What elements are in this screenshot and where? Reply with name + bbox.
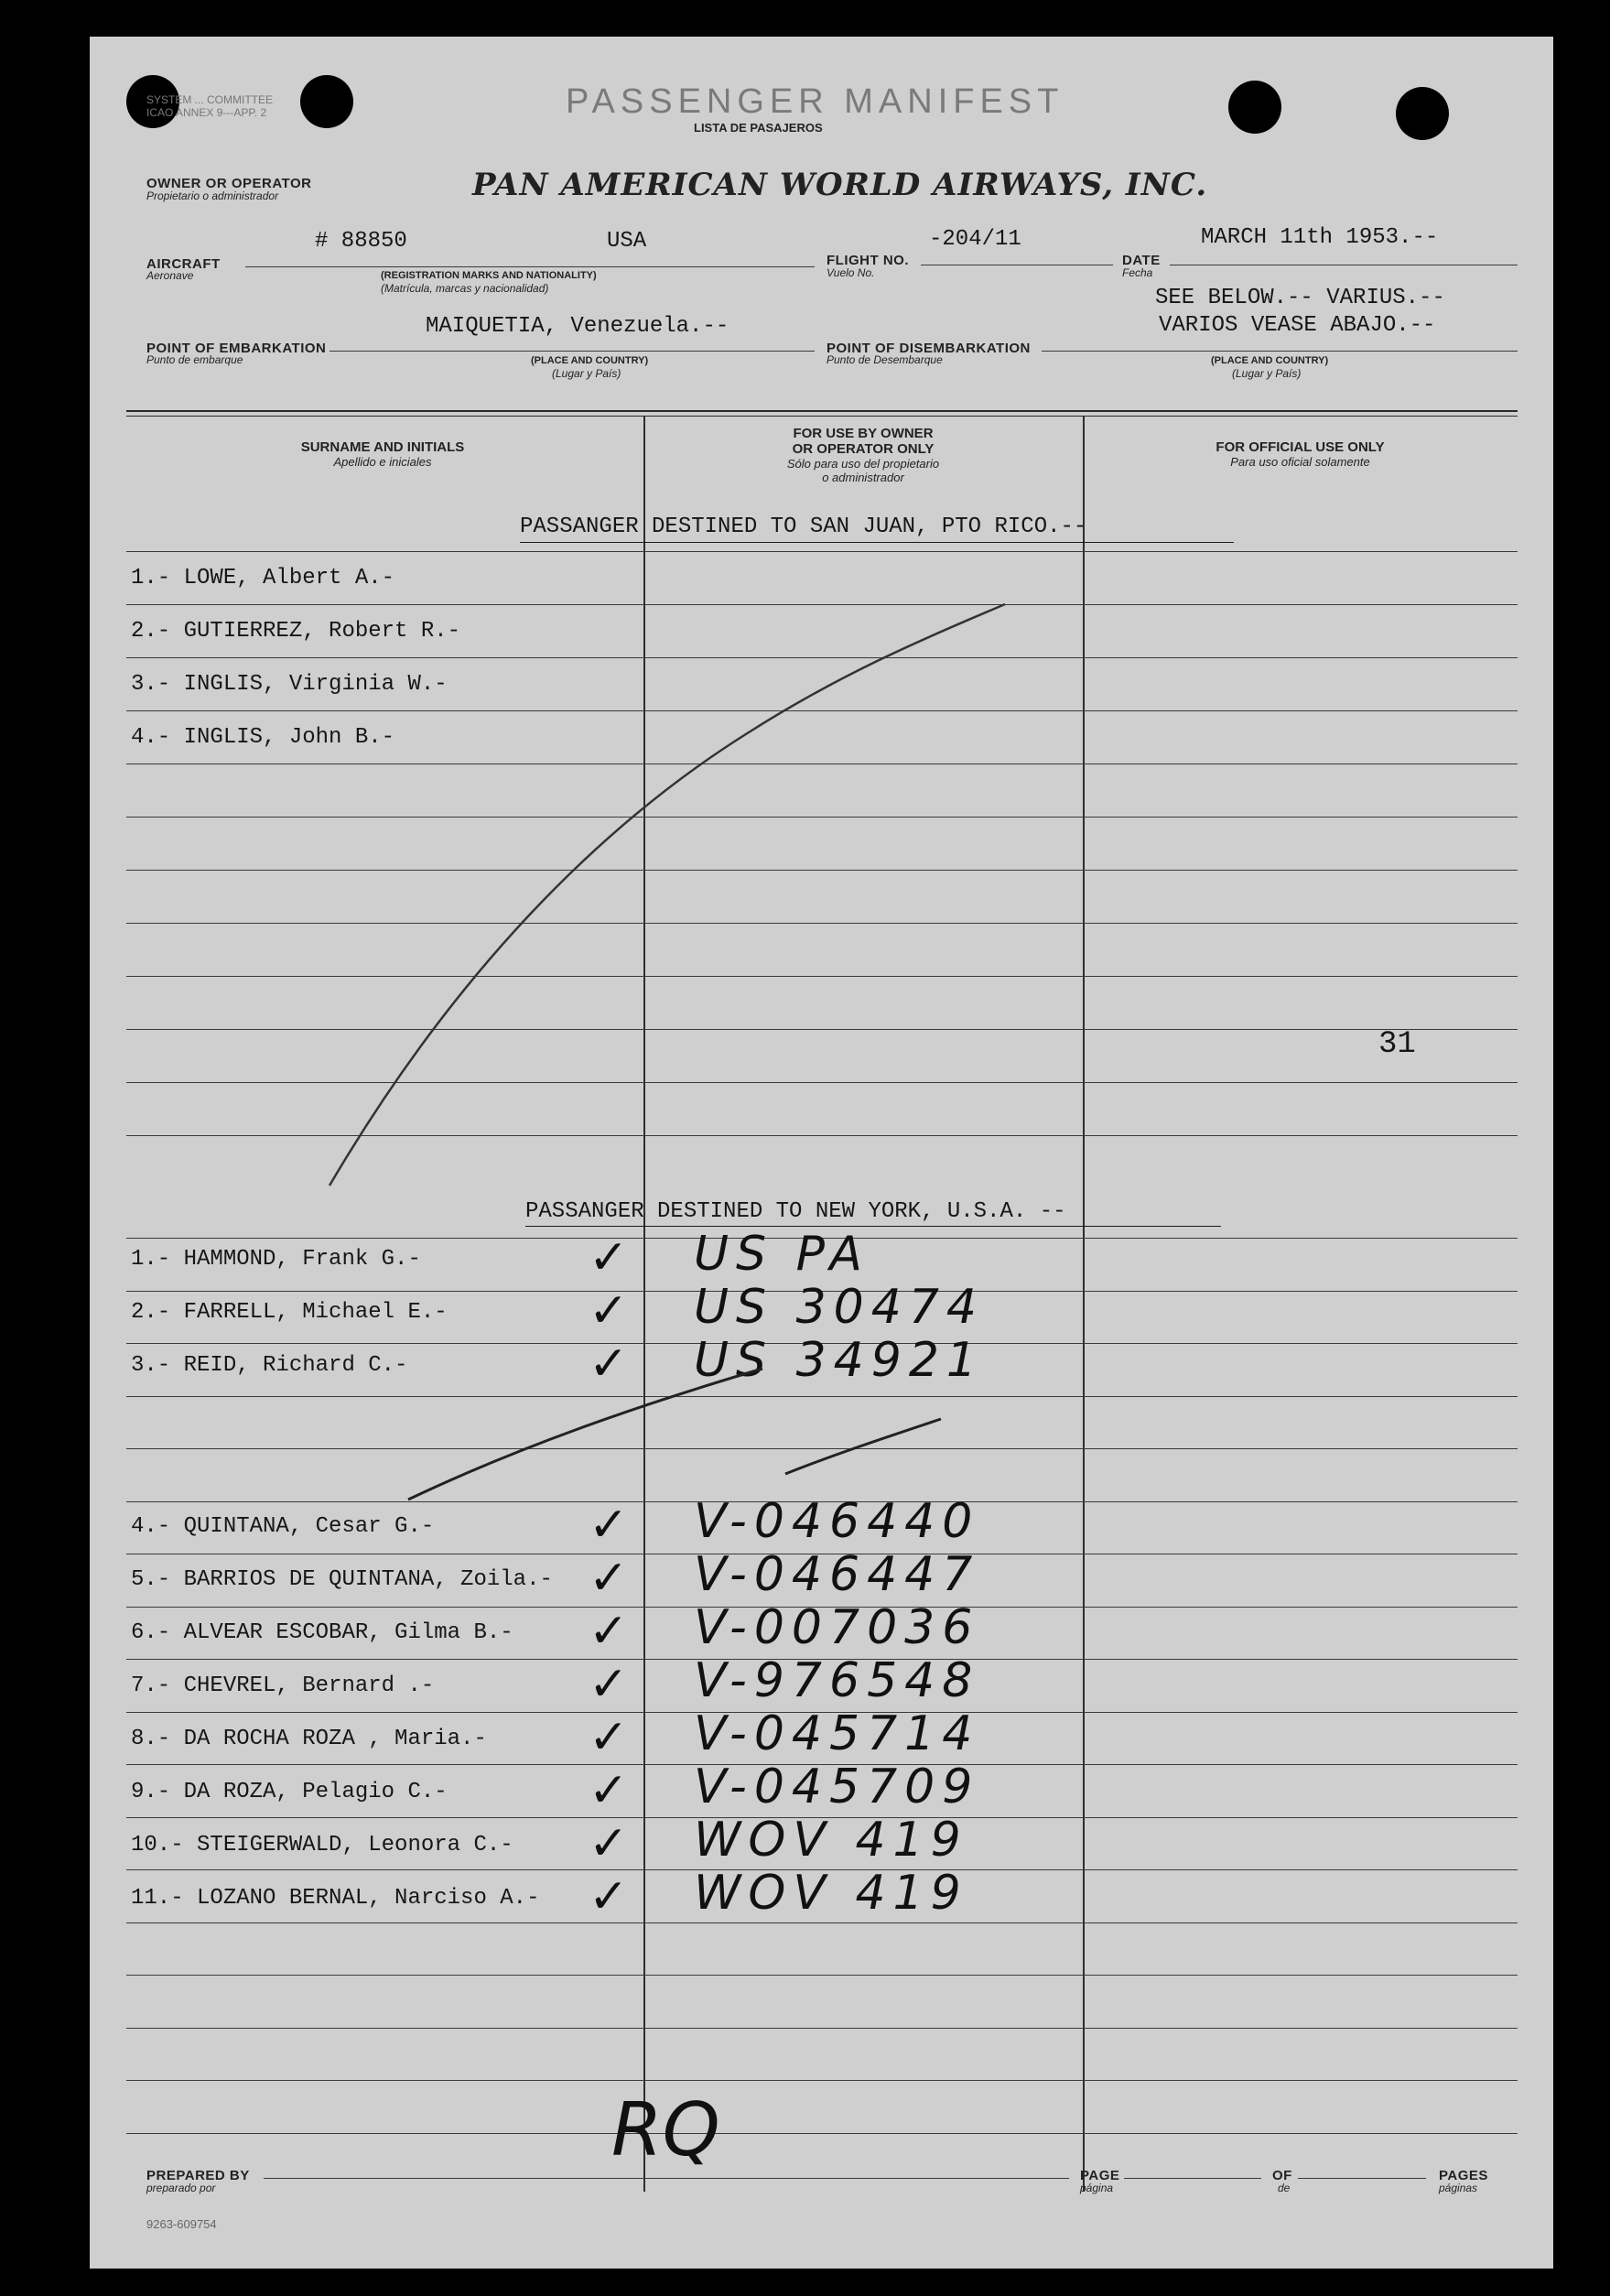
page-label: PAGE — [1080, 2168, 1120, 2183]
check-mark: ✓ — [589, 1816, 629, 1871]
flight-label: FLIGHT NO. — [827, 253, 909, 268]
passenger-row: 3.- REID, Richard C.- — [131, 1353, 408, 1378]
check-mark: ✓ — [589, 1283, 629, 1338]
passenger-row: 3.- INGLIS, Virginia W.- — [131, 672, 448, 697]
document-number-note: V-007036 — [694, 1600, 980, 1655]
owner-label-es: Propietario o administrador — [146, 190, 279, 202]
check-mark: ✓ — [589, 1551, 629, 1606]
passenger-row: 2.- FARRELL, Michael E.- — [131, 1300, 448, 1325]
place-caption-2: (PLACE AND COUNTRY) — [1211, 355, 1329, 366]
diagonal-strike — [330, 604, 1005, 1186]
passenger-row: 4.- QUINTANA, Cesar G.- — [131, 1514, 435, 1539]
check-mark: ✓ — [589, 1604, 629, 1659]
strike-through-marks — [90, 37, 1553, 2269]
passenger-row: 10.- STEIGERWALD, Leonora C.- — [131, 1833, 513, 1857]
corner-line: ICAO ANNEX 9---APP. 2 — [146, 106, 267, 119]
pages-label-es: páginas — [1439, 2182, 1478, 2194]
place-caption-es-2: (Lugar y País) — [1232, 367, 1302, 380]
col-head-owner-es1: Sólo para uso del propietario — [786, 457, 940, 471]
date-label: DATE — [1122, 253, 1161, 268]
form-number: 9263-609754 — [146, 2217, 217, 2231]
place-caption: (PLACE AND COUNTRY) — [531, 355, 649, 366]
passenger-row: 1.- HAMMOND, Frank G.- — [131, 1247, 421, 1272]
passenger-row: 11.- LOZANO BERNAL, Narciso A.- — [131, 1886, 540, 1911]
document-number-note: V-045714 — [694, 1706, 980, 1761]
disembarkation-label: POINT OF DISEMBARKATION — [827, 341, 1031, 356]
col-head-owner-es2: o administrador — [822, 471, 904, 484]
place-caption-es: (Lugar y País) — [552, 367, 621, 380]
document-number-note: V-976548 — [694, 1653, 980, 1708]
document-number-note: V-046447 — [694, 1547, 980, 1602]
document-number-note: US PA — [694, 1227, 870, 1282]
col-head-surname-es: Apellido e iniciales — [333, 455, 432, 469]
passenger-row: 7.- CHEVREL, Bernard .- — [131, 1673, 435, 1698]
document-number-note: US 34921 — [694, 1333, 985, 1388]
passenger-row: 6.- ALVEAR ESCOBAR, Gilma B.- — [131, 1620, 513, 1645]
diagonal-strike-3 — [785, 1419, 941, 1474]
document-number-note: WOV 419 — [694, 1813, 968, 1868]
preparer-initials: RQ — [611, 2087, 720, 2172]
aircraft-value: # 88850 — [315, 229, 407, 254]
passenger-row: 8.- DA ROCHA ROZA , Maria.- — [131, 1727, 487, 1751]
page-label-es: página — [1080, 2182, 1114, 2194]
col-head-owner-line2: OR OPERATOR ONLY — [792, 441, 935, 457]
pages-label: PAGES — [1439, 2168, 1488, 2183]
owner-label: OWNER OR OPERATOR — [146, 176, 312, 191]
document-number-note: V-045709 — [694, 1760, 980, 1814]
registration-caption: (REGISTRATION MARKS AND NATIONALITY) — [381, 270, 597, 281]
passenger-row: 4.- INGLIS, John B.- — [131, 725, 395, 750]
col-head-owner-line1: FOR USE BY OWNER — [793, 426, 934, 441]
passenger-row: 9.- DA ROZA, Pelagio C.- — [131, 1780, 448, 1804]
corner-line: SYSTEM ... COMMITTEE — [146, 93, 274, 106]
document-number-note: US 30474 — [694, 1280, 985, 1335]
flight-label-es: Vuelo No. — [827, 266, 875, 279]
check-mark: ✓ — [589, 1498, 629, 1553]
check-mark: ✓ — [589, 1763, 629, 1818]
of-line — [1298, 2178, 1426, 2179]
nationality-value: USA — [607, 229, 647, 254]
passenger-row: 5.- BARRIOS DE QUINTANA, Zoila.- — [131, 1567, 553, 1592]
embarkation-label: POINT OF EMBARKATION — [146, 341, 327, 356]
embarkation-value: MAIQUETIA, Venezuela.-- — [426, 314, 729, 339]
check-mark: ✓ — [589, 1337, 629, 1392]
manifest-page — [90, 37, 1553, 2269]
passenger-row: 2.- GUTIERREZ, Robert R.- — [131, 619, 461, 644]
disembarkation-value-2: VARIOS VEASE ABAJO.-- — [1159, 313, 1436, 338]
col-head-surname-label: SURNAME AND INITIALS — [300, 439, 465, 455]
check-mark: ✓ — [589, 1657, 629, 1712]
disembarkation-value-1: SEE BELOW.-- VARIUS.-- — [1155, 286, 1445, 310]
aircraft-label-es: Aeronave — [146, 269, 194, 282]
of-label: OF — [1272, 2168, 1292, 2183]
prepared-by-label-es: preparado por — [146, 2182, 216, 2194]
diagonal-strike-2 — [408, 1369, 762, 1500]
of-label-es: de — [1278, 2182, 1291, 2194]
embarkation-label-es: Punto de embarque — [146, 353, 243, 366]
section-heading-san-juan: PASSANGER DESTINED TO SAN JUAN, PTO RICO.-- — [520, 514, 1087, 539]
document-number-note: V-046440 — [694, 1494, 980, 1549]
col-head-official-label: FOR OFFICIAL USE ONLY — [1216, 439, 1385, 455]
check-mark: ✓ — [589, 1230, 629, 1285]
check-mark: ✓ — [589, 1869, 629, 1924]
prepared-by-line — [264, 2178, 1069, 2179]
flight-value: -204/11 — [929, 227, 1021, 252]
page-mark: 31 — [1378, 1027, 1416, 1062]
aircraft-label: AIRCRAFT — [146, 256, 221, 272]
prepared-by-label: PREPARED BY — [146, 2168, 250, 2183]
col-head-official-es: Para uso oficial solamente — [1230, 455, 1370, 469]
airline-brand: PAN AMERICAN WORLD AIRWAYS, INC. — [472, 167, 1208, 203]
date-label-es: Fecha — [1122, 266, 1153, 279]
date-value: MARCH 11th 1953.-- — [1201, 225, 1439, 250]
passenger-row: 1.- LOWE, Albert A.- — [131, 566, 395, 590]
document-number-note: WOV 419 — [694, 1866, 968, 1921]
page-line — [1124, 2178, 1261, 2179]
section-heading-new-york: PASSANGER DESTINED TO NEW YORK, U.S.A. -- — [525, 1199, 1066, 1224]
registration-caption-es: (Matrícula, marcas y nacionalidad) — [381, 282, 549, 295]
form-title: PASSENGER MANIFEST — [566, 82, 1064, 121]
disembarkation-label-es: Punto de Desembarque — [827, 353, 943, 366]
check-mark: ✓ — [589, 1710, 629, 1765]
form-title-es: LISTA DE PASAJEROS — [694, 121, 823, 135]
